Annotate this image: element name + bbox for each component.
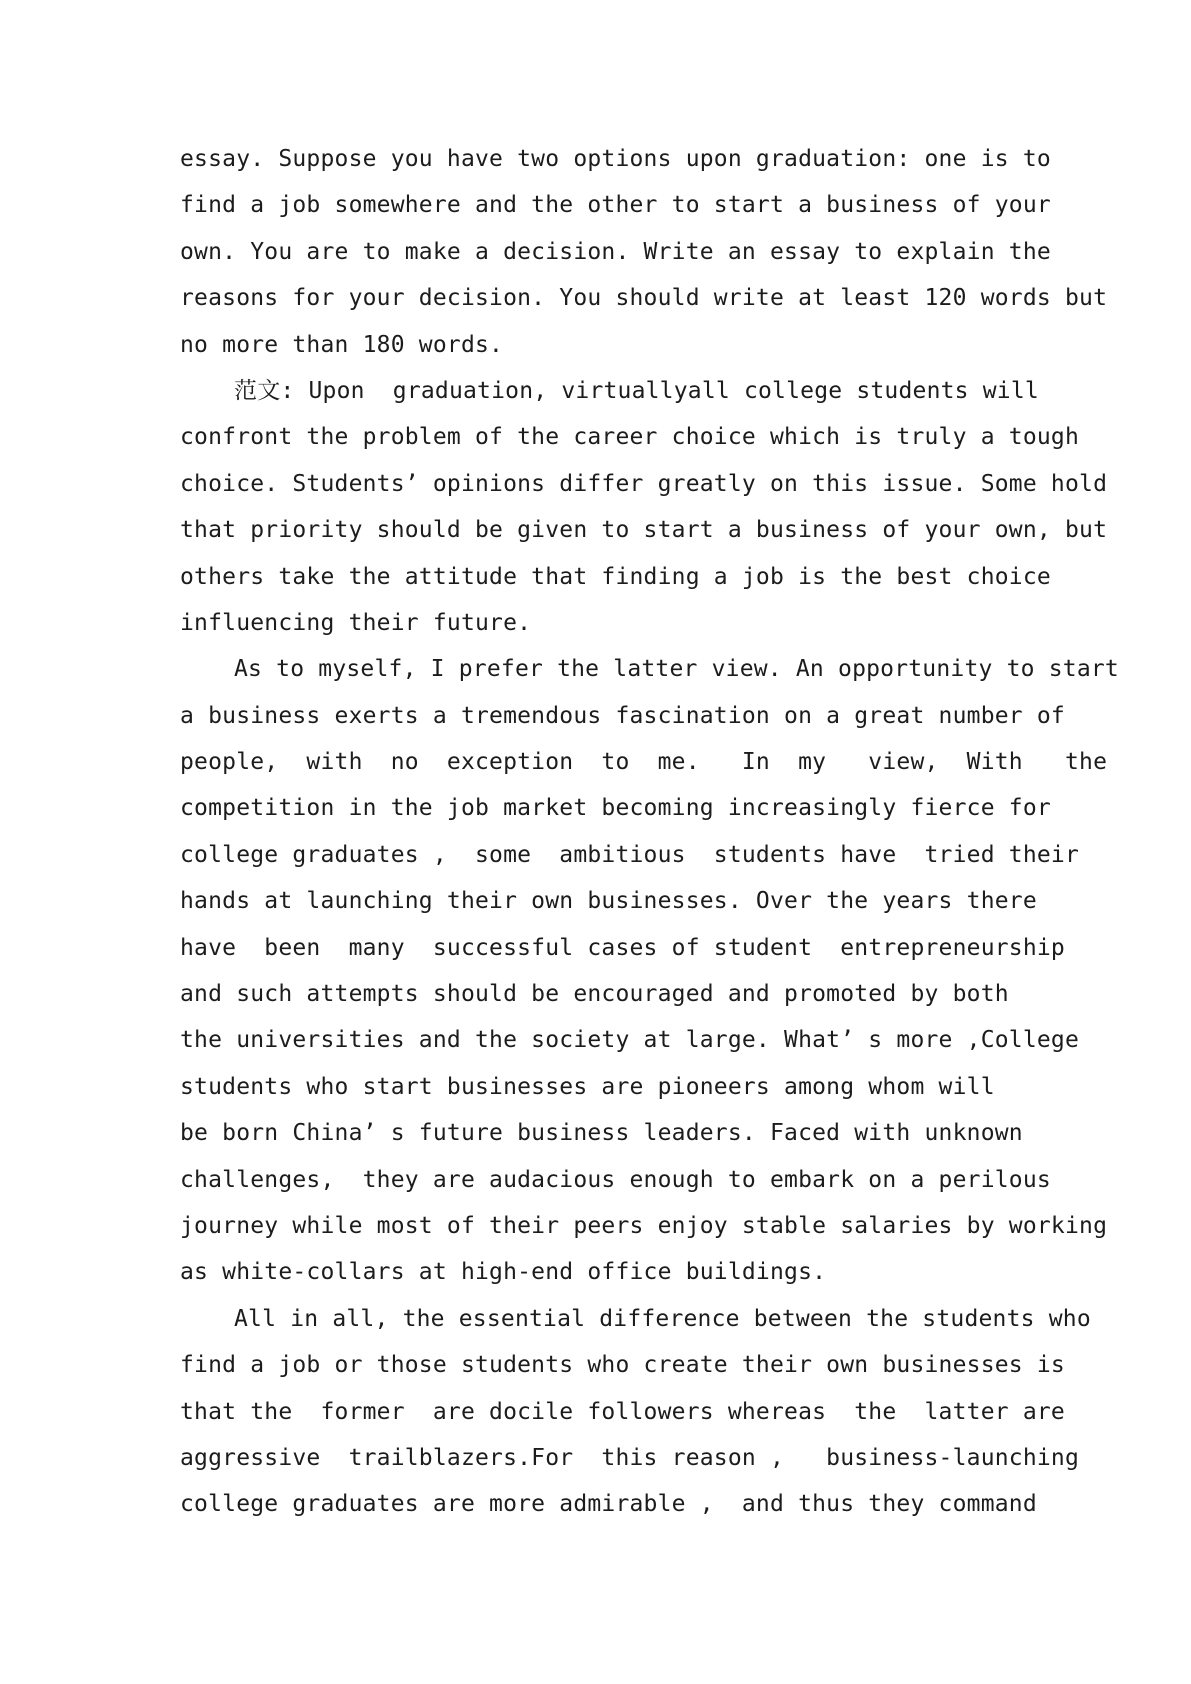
text-line: competition in the job market becoming increasingly fierce for — [180, 795, 1051, 822]
text-line: be born China’ s future business leaders. Faced with unknown — [180, 1120, 1023, 1147]
text-line: the universities and the society at large. What’ s more ,College — [180, 1027, 1080, 1054]
text-line: reasons for your decision. You should write at least 120 words but — [180, 285, 1108, 312]
text-line: 范文: Upon graduation, virtuallyall college students will — [234, 377, 1039, 404]
text-line: aggressive trailblazers.For this reason , business-launching — [180, 1444, 1080, 1471]
text-line: own. You are to make a decision. Write an essay to explain the — [180, 238, 1051, 265]
text-line: people, with no exception to me. In my view, With the — [180, 749, 1108, 776]
text-line: choice. Students’ opinions differ greatly on this issue. Some hold — [180, 470, 1108, 497]
text-line: hands at launching their own businesses. Over the years there — [180, 888, 1037, 915]
text-line: as white-collars at high-end office buildings. — [180, 1259, 827, 1286]
essay-text — [180, 136, 1119, 1528]
text-line: find a job or those students who create their own businesses is — [180, 1352, 1065, 1379]
text-line: that the former are docile followers whereas the latter are — [180, 1398, 1065, 1425]
text-line: a business exerts a tremendous fascination on a great number of — [180, 702, 1065, 729]
text-line: journey while most of their peers enjoy stable salaries by working — [180, 1212, 1108, 1239]
text-line: that priority should be given to start a business of your own, but — [180, 517, 1108, 544]
text-line: find a job somewhere and the other to start a business of your — [180, 192, 1051, 219]
text-line: All in all, the essential difference between the students who — [234, 1305, 1091, 1332]
text-line: confront the problem of the career choice which is truly a tough — [180, 424, 1080, 451]
text-line: have been many successful cases of student entrepreneurship — [180, 934, 1065, 961]
text-line: and such attempts should be encouraged and promoted by both — [180, 981, 1009, 1008]
text-line: no more than 180 words. — [180, 331, 504, 358]
text-line: others take the attitude that finding a job is the best choice — [180, 563, 1051, 590]
text-line: college graduates are more admirable , and thus they command — [180, 1491, 1037, 1518]
text-line: influencing their future. — [180, 609, 532, 636]
text-line: As to myself, I prefer the latter view. An opportunity to start — [234, 656, 1119, 683]
text-line: essay. Suppose you have two options upon graduation: one is to — [180, 146, 1051, 172]
text-line: students who start businesses are pioneers among whom will — [180, 1073, 995, 1100]
text-line: college graduates , some ambitious students have tried their — [180, 841, 1080, 868]
text-line: challenges, they are audacious enough to embark on a perilous — [180, 1166, 1051, 1193]
